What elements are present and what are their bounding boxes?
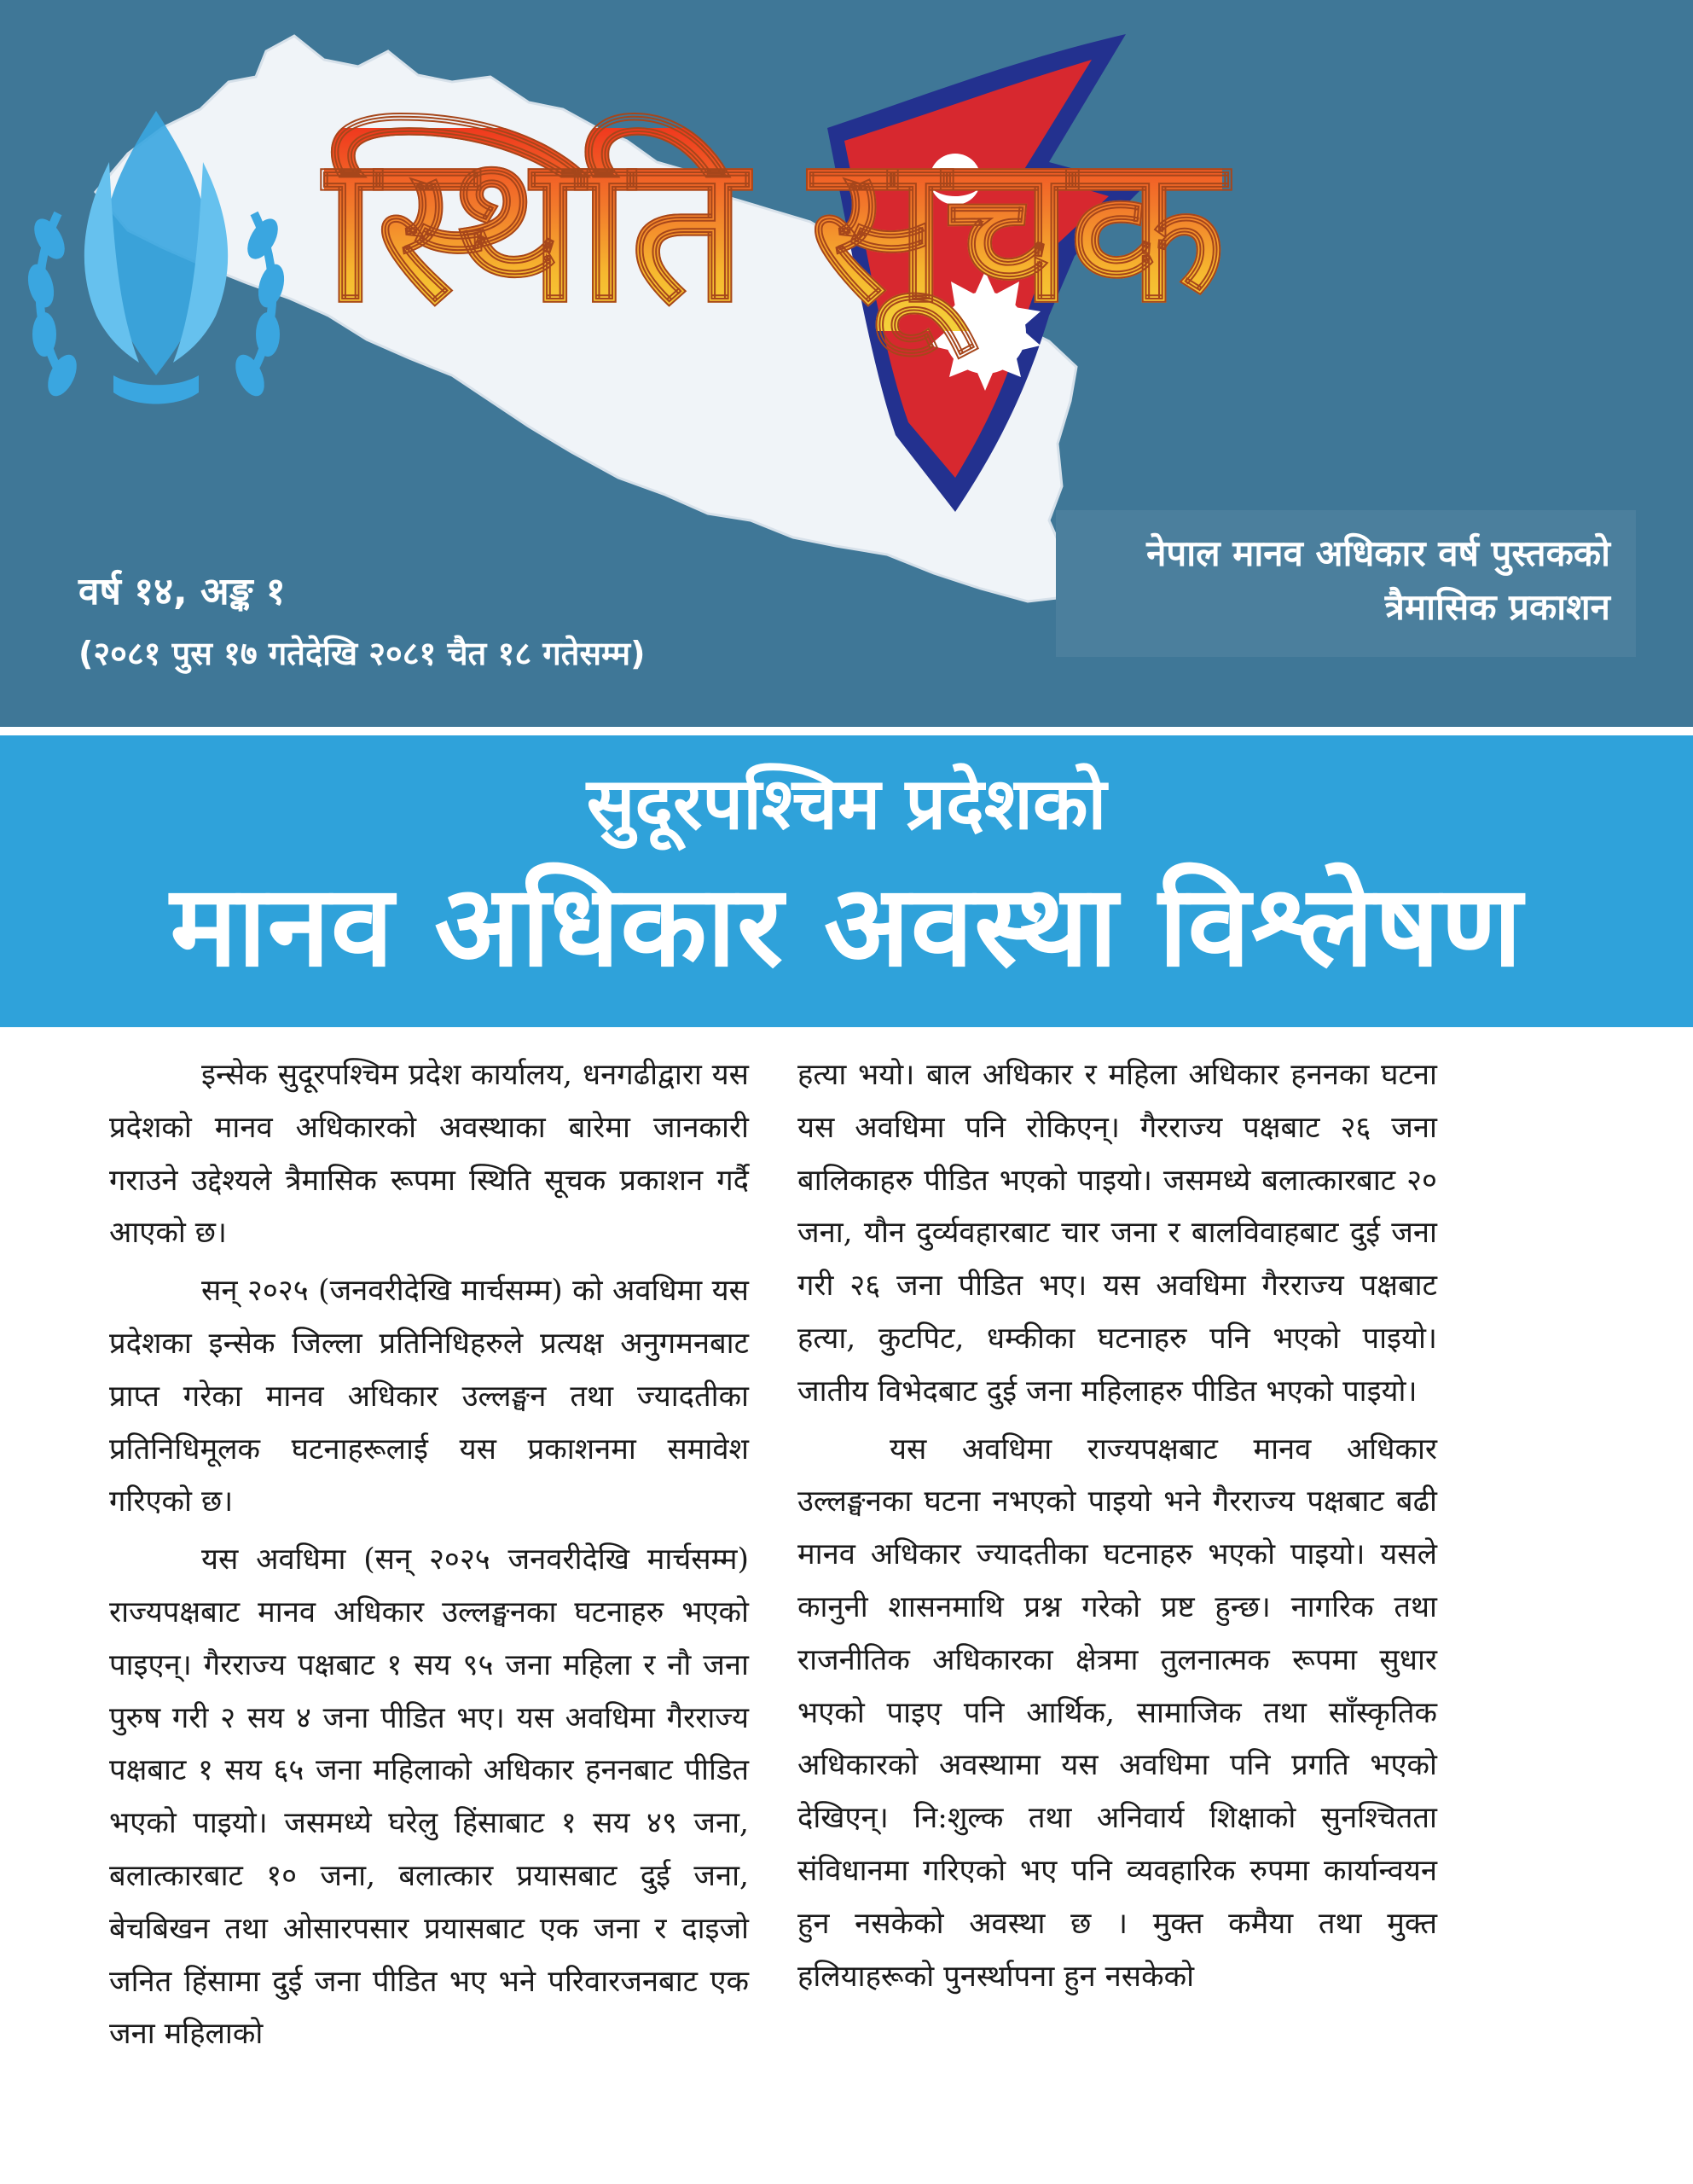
body-column-right [797,1049,1437,2008]
headline-title: मानव अधिकार अवस्था विश्लेषण [170,861,1523,992]
issue-info [78,565,646,688]
issue-period: (२०८१ पुस १७ गतेदेखि २०८१ चैत १८ गतेसम्म) [78,635,646,672]
body-column-left [109,1049,749,2066]
headline-subtitle: सुदूरपश्चिम प्रदेशको [586,762,1107,845]
human-rights-emblem [15,94,297,452]
paragraph: यस अवधिमा राज्यपक्षबाट मानव अधिकार उल्लङ्घनका घटना नभएको पाइयो भने गैरराज्य पक्षबाट बढी मानव अधिकार ज्यादतीका घटनाहरु भएको पाइयो। यसले कानुनी शासनमाथि प्रश्न गरेको प्रष्ट हुन्छ। नागरिक तथा राजनीतिक अधिकारका क्षेत्रमा तुलनात्मक रूपमा सुधार भएको पाइए पनि आर्थिक, सामाजिक तथा साँस्कृतिक अधिकारको अवस्थामा यस अवधिमा पनि प्रगति भएको देखिएन्। नि:शुल्क तथा अनिवार्य शिक्षाको सुनश्चितता संविधानमा गरिएको भए पनि व्यवहारिक रुपमा कार्यान्वयन हुन नसकेको अवस्था छ । मुक्त कमैया तथा मुक्त हलियाहरूको पुनर्स्थापना हुन नसकेको [797,1432,1437,1994]
publication-title: स्थिति सूचक [324,111,1222,347]
issue-number: वर्ष १४, अङ्क १ [78,570,286,613]
paragraph: इन्सेक सुदूरपश्चिम प्रदेश कार्यालय, धनगढीद्वारा यस प्रदेशको मानव अधिकारको अवस्थाका बारेमा जानकारी गराउने उद्देश्यले त्रैमासिक रूपमा स्थिति सूचक प्रकाशन गर्दै आएको छ। [109,1058,749,1251]
tagline-box [1056,510,1636,657]
divider [0,727,1693,735]
tagline-line-1: नेपाल मानव अधिकार वर्ष पुस्तकको [1146,532,1610,574]
headline-band [0,735,1693,1027]
paragraph: सन् २०२५ (जनवरीदेखि मार्चसम्म) को अवधिमा यस प्रदेशका इन्सेक जिल्ला प्रतिनिधिहरुले प्रत्यक्ष अनुगमनबाट प्राप्त गरेका मानव अधिकार उल्लङ्घन तथा ज्यादतीका प्रतिनिधिमूलक घटनाहरूलाई यस प्रकाशनमा समावेश गरिएको छ। [109,1274,749,1519]
masthead [0,0,1693,727]
paragraph: हत्या भयो। बाल अधिकार र महिला अधिकार हननका घटना यस अवधिमा पनि रोकिएन्। गैरराज्य पक्षबाट २६ जना बालिकाहरु पीडित भएको पाइयो। जसमध्ये बलात्कारबाट २० जना, यौन दुर्व्यवहारबाट चार जना र बालविवाहबाट दुई जना गरी २६ जना पीडित भए। यस अवधिमा गैरराज्य पक्षबाट हत्या, कुटपिट, धम्कीका घटनाहरु पनि भएको पाइयो। जातीय विभेदबाट दुई जना महिलाहरु पीडित भएको पाइयो। [797,1058,1437,1409]
paragraph: यस अवधिमा (सन् २०२५ जनवरीदेखि मार्चसम्म) राज्यपक्षबाट मानव अधिकार उल्लङ्घनका घटनाहरु भएको पाइएन्। गैरराज्य पक्षबाट १ सय ९५ जना महिला र नौ जना पुरुष गरी २ सय ४ जना पीडित भए। यस अवधिमा गैरराज्य पक्षबाट १ सय ६५ जना महिलाको अधिकार हननबाट पीडित भएको पाइयो। जसमध्ये घरेलु हिंसाबाट १ सय ४९ जना, बलात्कारबाट १० जना, बलात्कार प्रयासबाट दुई जना, बेचबिखन तथा ओसारपसार प्रयासबाट एक जना र दाइजो जनित हिंसामा दुई जना पीडित भए भने परिवारजनबाट एक जना महिलाको [109,1542,749,2052]
tagline-line-2: त्रैमासिक प्रकाशन [1384,586,1610,628]
